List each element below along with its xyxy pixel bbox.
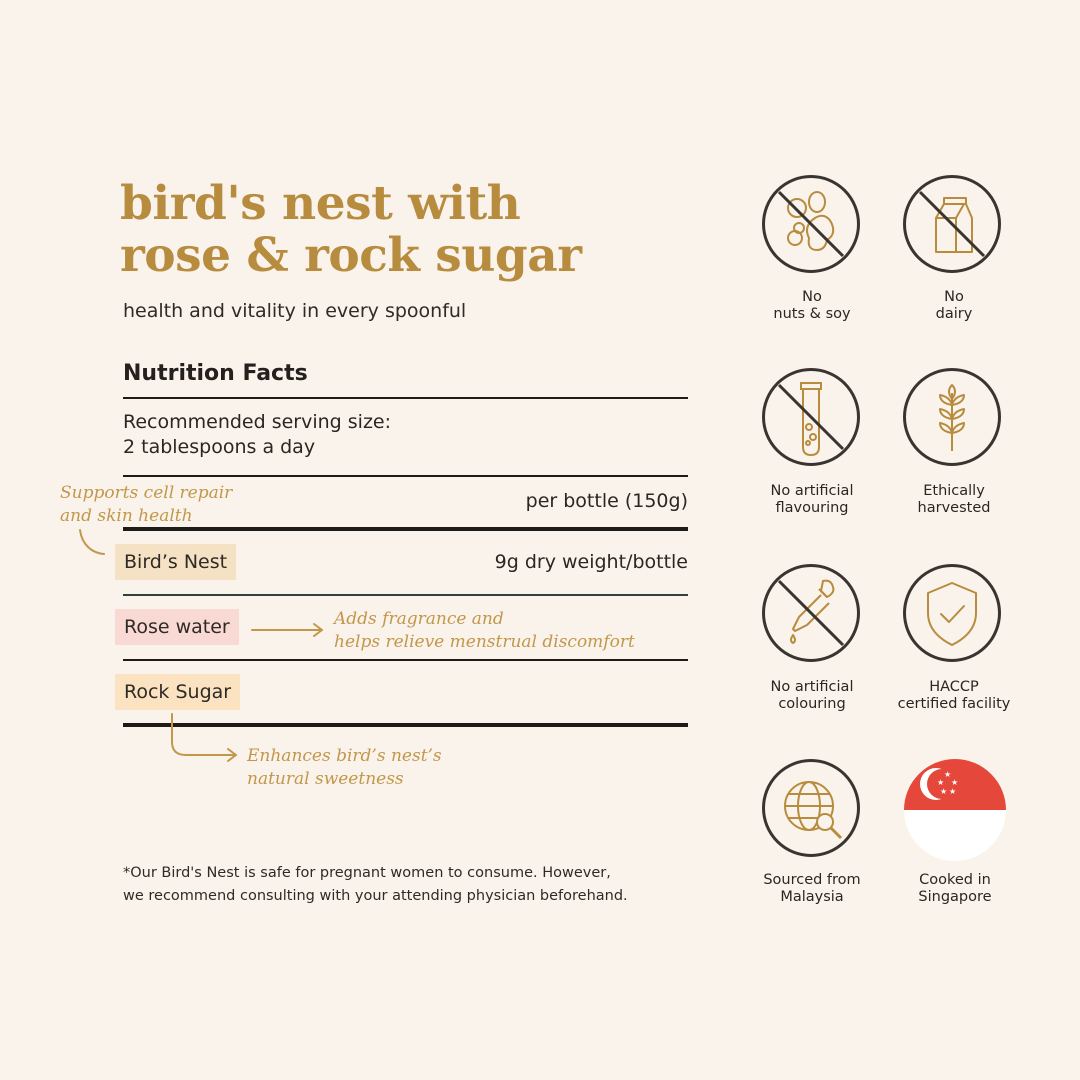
ingredient-rock-sugar: Rock Sugar — [115, 674, 240, 710]
badge-label-no-artificial-colouring: No artificial colouring — [770, 679, 854, 712]
shield-check-icon — [903, 564, 1001, 662]
nutrition-facts-heading: Nutrition Facts — [123, 361, 308, 386]
badge-label-no-artificial-flavouring: No artificial flavouring — [770, 483, 854, 516]
badge-label-no-dairy: No dairy — [935, 289, 973, 322]
badge-label-cooked-in-singapore: Cooked in Singapore — [918, 872, 992, 905]
svg-text:★: ★ — [949, 787, 957, 796]
svg-text:★: ★ — [951, 778, 959, 787]
no-nuts-soy-icon — [762, 175, 860, 273]
arrow-rock-sugar — [172, 714, 236, 755]
ingredient-rose-water: Rose water — [115, 609, 239, 645]
svg-text:★: ★ — [944, 770, 952, 779]
no-dairy-icon — [903, 175, 1001, 273]
badge-label-haccp: HACCP certified facility — [897, 679, 1011, 712]
product-tagline: health and vitality in every spoonful — [123, 300, 467, 322]
serving-size-value: 2 tablespoons a day — [123, 436, 316, 458]
no-artificial-colouring-icon — [762, 564, 860, 662]
serving-size-label: Recommended serving size: — [123, 411, 392, 433]
ingredient-birds-nest: Bird’s Nest — [115, 544, 236, 580]
wheat-icon — [903, 368, 1001, 466]
badge-label-sourced-from-malaysia: Sourced from Malaysia — [763, 872, 861, 905]
no-artificial-flavouring-icon — [762, 368, 860, 466]
footnote: *Our Bird's Nest is safe for pregnant women to consume. However, we recommend consulting with your attending physician beforehand. — [123, 865, 628, 904]
svg-text:★: ★ — [937, 778, 945, 787]
annotation-birds-nest: Supports cell repair and skin health — [60, 483, 233, 526]
annotation-rock-sugar: Enhances bird’s nest’s natural sweetness — [247, 746, 442, 789]
product-title-line-1: bird's nest with — [120, 176, 521, 231]
svg-text:★: ★ — [940, 787, 948, 796]
annotation-rose-water: Adds fragrance and helps relieve menstrual discomfort — [334, 609, 635, 652]
badge-label-ethically-harvested: Ethically harvested — [917, 483, 991, 516]
column-header: per bottle (150g) — [525, 490, 688, 512]
arrow-birds-nest — [80, 530, 104, 554]
annotation-arrows — [0, 0, 700, 800]
ingredient-birds-nest-value: 9g dry weight/bottle — [494, 551, 688, 573]
globe-search-icon — [762, 759, 860, 857]
product-title-line-2: rose & rock sugar — [120, 228, 582, 283]
badge-label-no-nuts-soy: No nuts & soy — [773, 289, 851, 322]
singapore-flag-icon — [904, 759, 1006, 861]
